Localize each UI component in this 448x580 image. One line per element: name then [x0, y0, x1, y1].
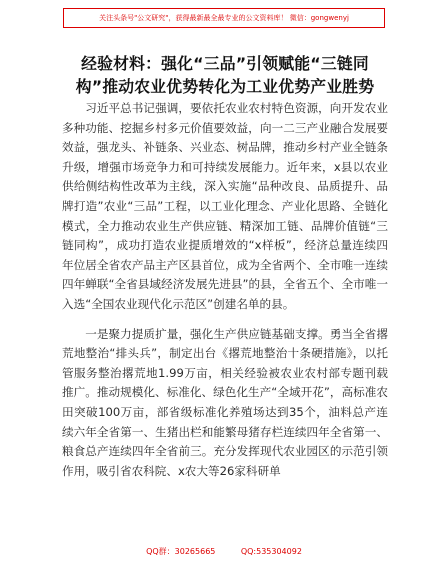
body-paragraph-1: 习近平总书记强调，要依托农业农村特色资源，向开发农业多种功能、挖掘乡村多元价值要效益，向一二三产业融合发展要效益，强龙头、补链条、兴业态、树品牌，推动乡村产业全链条升级，增强市场竞争力和可持续发展能力。近年来，x县以农业供给侧结构性改革为主线，深入实施“品种改良、品质提升、品牌打造”农业“三品”工程，以工业化理念、产业化思路、全链化模式，全力推动农业生产供应链、精深加工链、品牌价值链“三链同构”，成功打造农业提质增效的“x样板”，经济总量连续四年位居全省农产品主产区县首位，成为全省两个、全市唯一连续四年蝉联“全省县域经济发展先进县”的县，全省五个、全市唯一入选“全国农业现代化示范区”创建名单的县。: [62, 101, 388, 311]
document-title: 经验材料：强化“三品”引领赋能“三链同构”推动农业优势转化为工业优势产业胜势: [75, 54, 375, 96]
body-paragraph-2: 一是聚力提质扩量，强化生产供应链基础支撑。勇当全省撂荒地整治“排头兵”，制定出台《撂荒地整治十条硬措施》，以托管服务整治撂荒地1.99万亩，相关经验被农业农村部专题刊载推广。推动规模化、标准化、绿色化生产“全域开花”，高标准农田突破100万亩，部省级标准化养殖场达到35个，油料总产连续六年全省第一、生猪出栏和能繁母猪存栏连续四年全省第一、粮食总产连续四年全省前三。充分发挥现代农业园区的示范引领作用，吸引省农科院、x农大等26家科研单: [62, 326, 388, 478]
qq-group-label: QQ群：: [146, 547, 175, 556]
footer-contact: [0, 546, 448, 557]
promo-banner-text: 关注头条号"公文研究"，获得最新最全最专业的公文资料库！ 微信：gongwenyj: [99, 14, 349, 22]
qq-group-number: 30265665: [174, 547, 216, 556]
document-body: [62, 99, 388, 491]
promo-banner: [63, 8, 385, 28]
qq-label: QQ:: [240, 547, 257, 556]
qq-number: 535304092: [256, 547, 302, 556]
